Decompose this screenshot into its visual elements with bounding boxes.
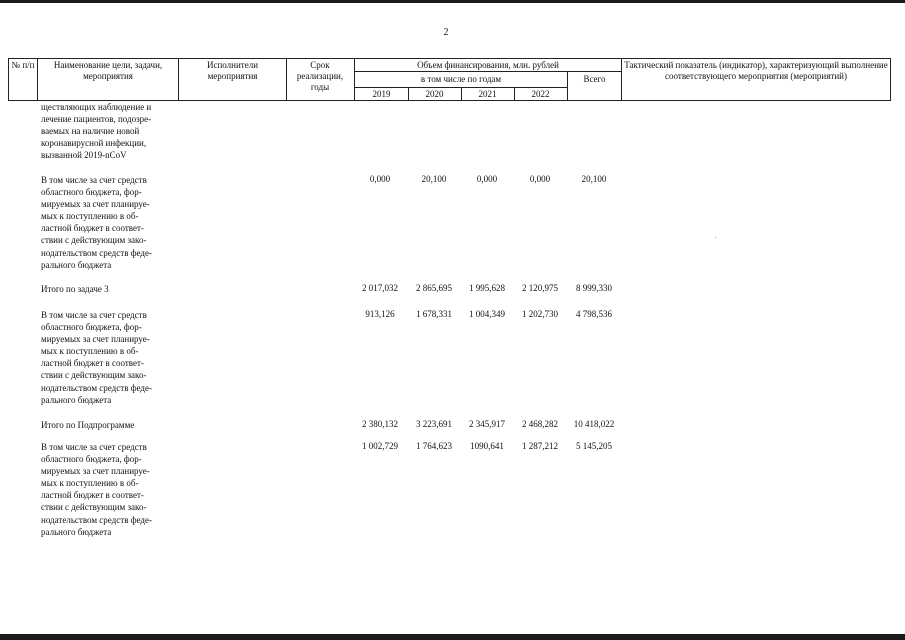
value-2022: 1 287,212 — [522, 441, 558, 451]
text-line: мируемых за счет планируе- — [41, 199, 150, 210]
finance-sub-rule — [354, 71, 621, 72]
col-sep — [890, 58, 891, 101]
text-line: рального бюджета — [41, 394, 112, 405]
row-label — [41, 174, 178, 271]
header-year-2021: 2021 — [478, 89, 497, 99]
text-line: рального бюджета — [41, 259, 112, 270]
page-number: 2 — [443, 27, 449, 38]
text-line: В том числе за счет средств — [41, 310, 147, 320]
value-2020: 3 223,691 — [416, 419, 452, 429]
header-year-2020: 2020 — [425, 89, 444, 99]
value-2022: 2 120,975 — [522, 283, 558, 293]
value-2021: 1 004,349 — [469, 309, 505, 319]
col-sep — [621, 58, 622, 101]
header-year-2019: 2019 — [372, 89, 391, 99]
text-line: нодательством средств феде- — [41, 247, 152, 258]
text-line: нодательством средств феде- — [41, 382, 152, 393]
value-2019: 1 002,729 — [362, 441, 398, 451]
text-line: ластной бюджет в соответ- — [41, 490, 144, 501]
continuation-text — [41, 101, 178, 161]
value-2019: 0,000 — [369, 174, 391, 184]
row-label — [41, 419, 178, 431]
text-line: ваемых на наличие новой — [41, 126, 140, 137]
header-indicator: Тактический показатель (индикатор), характеризующий выполнение соответствующего мероприятия (мероприятий) — [624, 60, 888, 81]
value-total: 5 145,205 — [576, 441, 612, 451]
value-2022: 2 468,282 — [522, 419, 558, 429]
value-2021: 2 345,917 — [469, 419, 505, 429]
header-year-2022: 2022 — [531, 89, 550, 99]
text-line: коронавирусной инфекции, — [41, 138, 147, 149]
value-2022: 1 202,730 — [522, 309, 558, 319]
value-2021: 0,000 — [476, 174, 498, 184]
value-2021: 1 995,628 — [469, 283, 505, 293]
col-sep — [567, 71, 568, 101]
text-line: В том числе за счет средств — [41, 175, 147, 185]
text-line: областного бюджета, фор- — [41, 454, 142, 465]
text-line: нодательством средств феде- — [41, 514, 152, 525]
value-2019: 2 017,032 — [362, 283, 398, 293]
text-line: лечение пациентов, подозре- — [41, 114, 152, 125]
text-line: ствии с действующим зако- — [41, 502, 147, 513]
value-total: 10 418,022 — [573, 419, 615, 429]
row-label — [41, 283, 178, 295]
header-financing: Объем финансирования, млн. рублей — [417, 60, 559, 70]
value-total: 8 999,330 — [576, 283, 612, 293]
text-line: мируемых за счет планируе- — [41, 334, 150, 345]
value-2022: 0,000 — [529, 174, 551, 184]
value-2020: 1 764,623 — [416, 441, 452, 451]
text-line: мых к поступлению в об- — [41, 478, 139, 489]
col-sep — [354, 58, 355, 101]
value-2020: 1 678,331 — [416, 309, 452, 319]
header-top-rule — [8, 58, 891, 59]
text-line: Итого по задаче 3 — [41, 284, 109, 294]
text-line: Итого по Подпрограмме — [41, 420, 135, 430]
text-line: областного бюджета, фор- — [41, 322, 142, 333]
scan-bottom-edge — [0, 634, 905, 640]
value-2019: 2 380,132 — [362, 419, 398, 429]
value-2020: 20,100 — [421, 174, 447, 184]
value-total: 20,100 — [581, 174, 607, 184]
text-line: ществляющих наблюдение и — [41, 102, 152, 112]
col-sep — [178, 58, 179, 101]
header-executors: Исполнители мероприятия — [206, 60, 259, 81]
col-sep — [37, 58, 38, 101]
text-line: ластной бюджет в соответ- — [41, 358, 144, 369]
header-name: Наименование цели, задачи, мероприятия — [53, 60, 163, 81]
text-line: мируемых за счет планируе- — [41, 466, 150, 477]
value-2019: 913,126 — [365, 309, 395, 319]
header-total: Всего — [583, 74, 606, 84]
row-label — [41, 441, 178, 538]
col-sep — [286, 58, 287, 101]
text-line: ствии с действующим зако- — [41, 370, 147, 381]
col-sep — [8, 58, 9, 101]
text-line: рального бюджета — [41, 526, 112, 537]
text-line: вызванной 2019-nCoV — [41, 150, 127, 161]
text-line: ластной бюджет в соответ- — [41, 223, 144, 234]
value-2021: 1090,641 — [470, 441, 504, 451]
value-2020: 2 865,695 — [416, 283, 452, 293]
value-total: 4 798,536 — [576, 309, 612, 319]
text-line: мых к поступлению в об- — [41, 211, 139, 222]
text-line: ствии с действующим зако- — [41, 235, 147, 246]
row-label — [41, 309, 178, 406]
text-line: В том числе за счет средств — [41, 442, 147, 452]
header-by-years: в том числе по годам — [420, 74, 502, 84]
header-term: Срок реализации, годы — [296, 60, 344, 92]
header-number: № п/п — [11, 60, 35, 70]
text-line: областного бюджета, фор- — [41, 187, 142, 198]
scan-top-edge — [0, 0, 905, 3]
text-line: мых к поступлению в об- — [41, 346, 139, 357]
scan-speck — [715, 237, 716, 238]
